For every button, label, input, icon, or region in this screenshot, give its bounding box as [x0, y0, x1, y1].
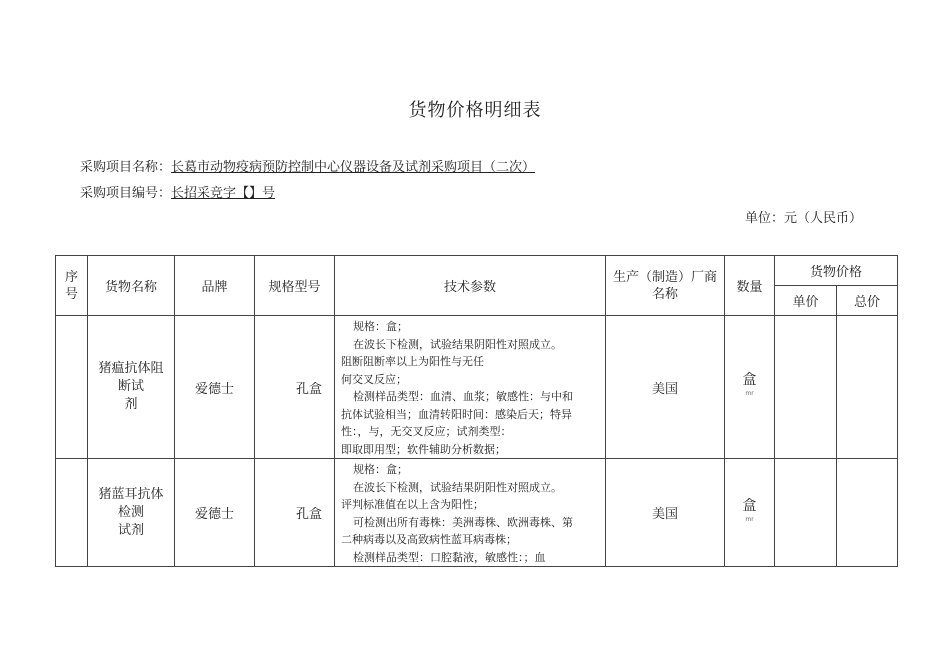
header-goods-name: 货物名称	[88, 256, 175, 316]
header-qty: 数量	[725, 256, 775, 316]
project-no-label: 采购项目编号：	[80, 186, 172, 201]
row-total-price	[837, 459, 898, 567]
row-maker: 美国	[606, 459, 725, 567]
project-name-label: 采购项目名称：	[80, 160, 172, 175]
table-row	[56, 316, 898, 459]
row-tech-params: 规格：盒； 在波长下检测，试验结果阴阳性对照成立。 评判标准值在以上含为阳性； 可检测出所有毒株：美洲毒株、欧洲毒株、第 二种病毒以及高致病性蓝耳病毒株； 检测样品类型：口腔黏液，敏感性：；血	[335, 459, 606, 567]
row-qty: 盒 mr	[725, 459, 775, 567]
currency-unit: 单位：元（人民币）	[744, 211, 862, 226]
row-unit-price	[775, 316, 837, 459]
row-goods-name: 猪瘟抗体阻 断试 剂	[88, 316, 175, 459]
project-name-line	[80, 156, 535, 175]
header-seq: 序号	[56, 256, 88, 316]
row-seq	[56, 316, 88, 459]
project-no-value: 长招采竞字【】号	[171, 186, 276, 201]
header-goods-price: 货物价格	[775, 256, 898, 286]
header-model: 规格型号	[255, 256, 335, 316]
row-brand: 爱德士	[175, 459, 255, 567]
header-brand: 品牌	[175, 256, 255, 316]
header-tech: 技术参数	[335, 256, 606, 316]
row-tech-params: 规格：盒； 在波长下检测，试验结果阴阳性对照成立。 阻断阻断率以上为阳性与无任 何交叉反应； 检测样品类型：血清、血浆；敏感性：与中和 抗体试验相当；血清转阳时间：感染后天；特异 性：，与，无交叉反应；试剂类型： 即取即用型；软件辅助分析数据；	[335, 316, 606, 459]
row-model: 孔盒	[255, 316, 335, 459]
row-brand: 爱德士	[175, 316, 255, 459]
table-row	[56, 459, 898, 567]
header-row-top	[56, 256, 898, 286]
project-no-line	[80, 182, 275, 201]
page-title: 货物价格明细表	[408, 100, 542, 121]
price-detail-table	[55, 255, 898, 567]
row-unit-price	[775, 459, 837, 567]
row-qty: 盒 mr	[725, 316, 775, 459]
row-goods-name: 猪蓝耳抗体 检测 试剂	[88, 459, 175, 567]
row-seq	[56, 459, 88, 567]
row-model: 孔盒	[255, 459, 335, 567]
row-maker: 美国	[606, 316, 725, 459]
project-name-value: 长葛市动物疫病预防控制中心仪器设备及试剂采购项目（二次）	[171, 160, 536, 175]
header-unit-price: 单价	[775, 286, 837, 316]
header-total-price: 总价	[837, 286, 898, 316]
row-total-price	[837, 316, 898, 459]
header-maker: 生产（制造）厂商名称	[606, 256, 725, 316]
